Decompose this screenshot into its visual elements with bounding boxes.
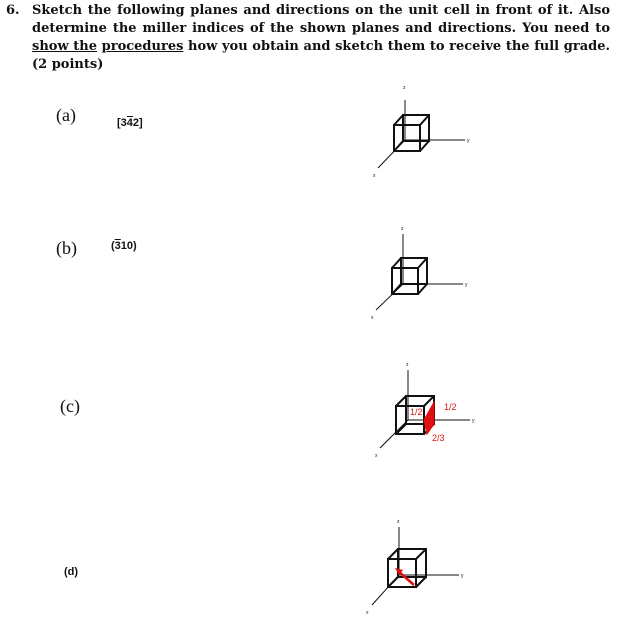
axis-y-label: y: [467, 138, 470, 144]
axis-x-label: x: [371, 315, 374, 321]
part-c-label: (c): [60, 396, 80, 416]
fraction-label: 2/3: [432, 433, 445, 443]
axis-z-label: z: [403, 85, 406, 91]
unit-cell-c: [370, 358, 490, 458]
fraction-label: 1/2: [444, 402, 457, 412]
question-number: 6.: [6, 3, 20, 18]
axis-x-label: x: [375, 453, 378, 459]
question-body: [32, 2, 610, 74]
part-a-label: (a): [56, 105, 76, 125]
axis-z-label: z: [406, 362, 409, 368]
axis-y-label: y: [461, 573, 464, 579]
part-d-label: (d): [64, 566, 79, 578]
part-b-index: (310): [111, 240, 137, 252]
axis-x-label: x: [373, 173, 376, 179]
question-underlined-1: show the: [32, 39, 97, 54]
question-underlined-2: procedures: [101, 39, 184, 54]
axis-z-label: z: [401, 226, 404, 232]
axis-z-label: z: [397, 519, 400, 525]
question-text: [6, 2, 610, 74]
part-a-index: [342]: [117, 117, 143, 129]
axis-y-label: y: [465, 282, 468, 288]
fraction-label: 1/2: [410, 407, 423, 417]
part-b-label: (b): [56, 238, 77, 258]
plane-c: [424, 402, 434, 434]
unit-cell-b: [368, 222, 478, 322]
axis-y-label: y: [472, 418, 475, 424]
axis-x-label: x: [366, 610, 369, 616]
unit-cell-a: [370, 80, 480, 180]
question-text-before: Sketch the following planes and directions on the unit cell in front of it. Also determine the miller indices of the shown planes and directions. You need to: [32, 3, 610, 36]
unit-cell-d: [362, 515, 477, 619]
question-text-after: how you obtain and sketch them to receive the full grade. (2 points): [32, 39, 610, 72]
